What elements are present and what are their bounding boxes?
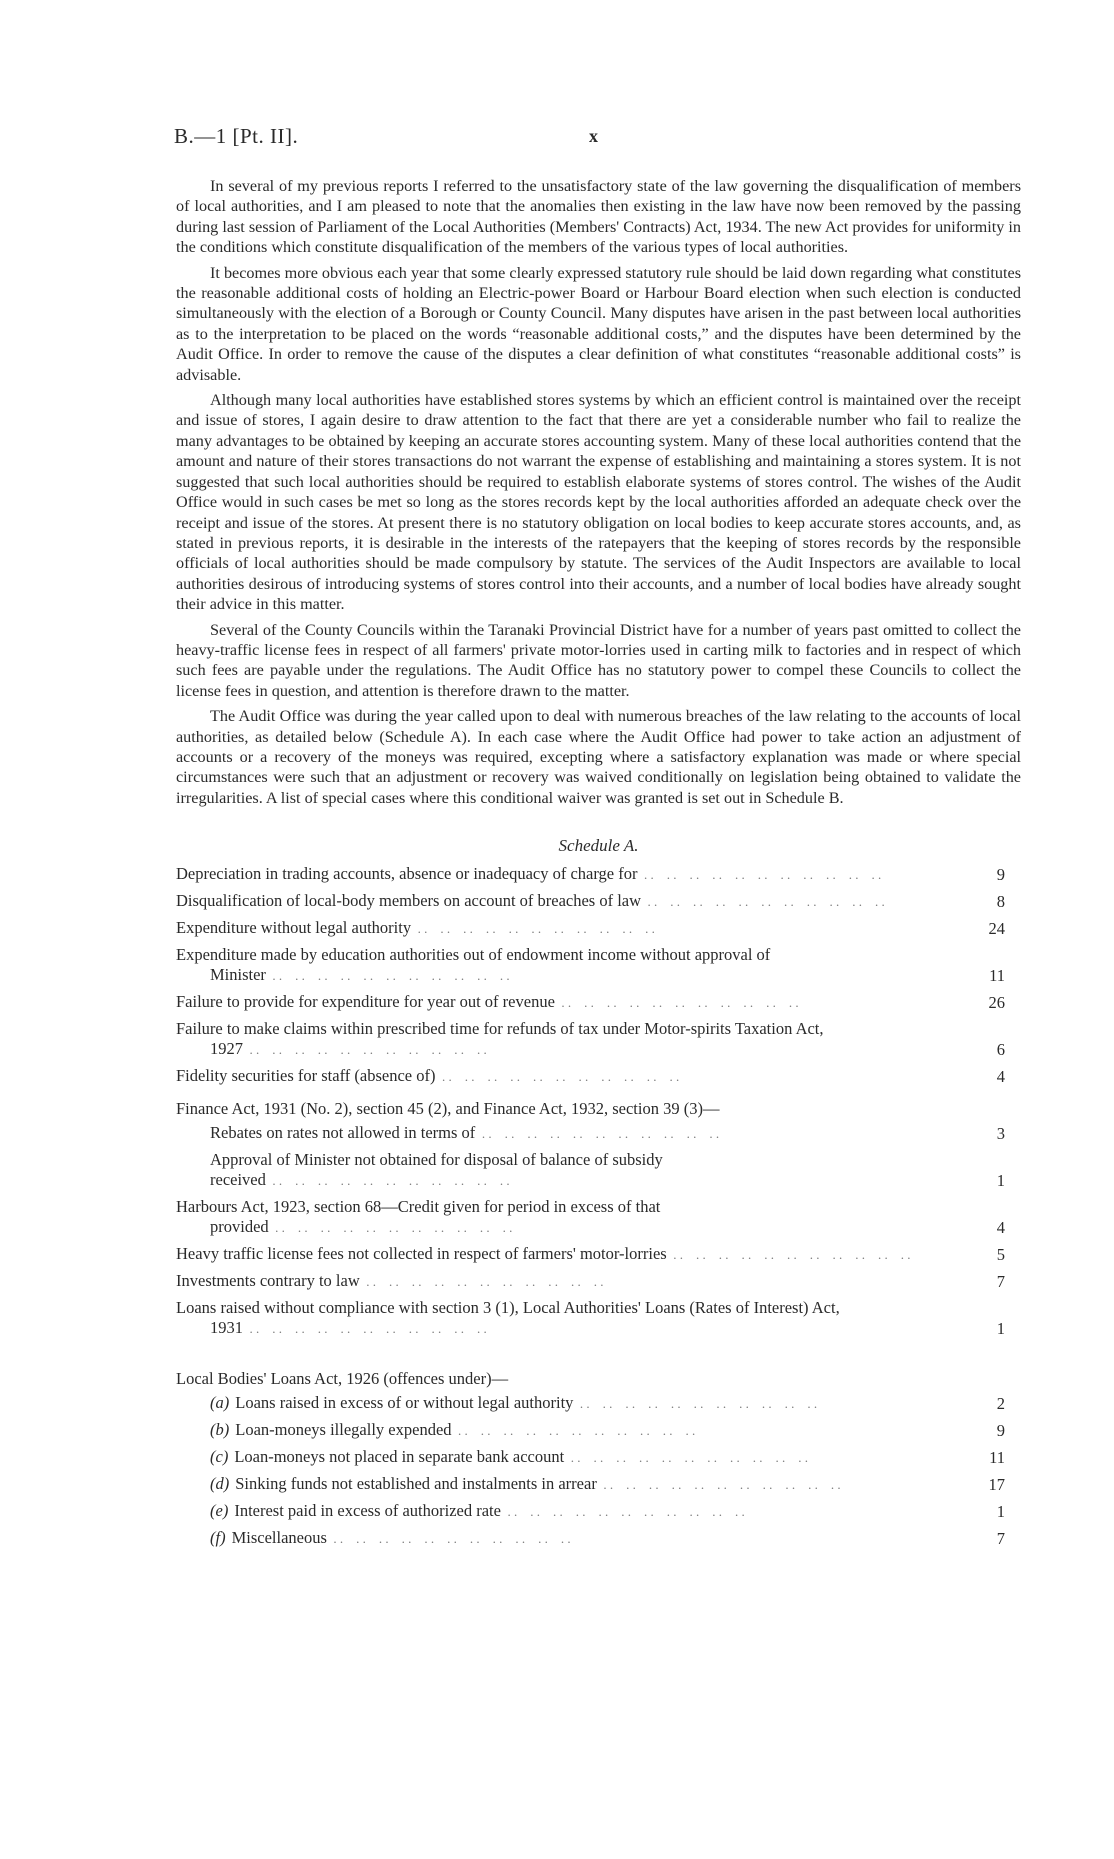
row-label: Failure to make claims within prescribed time for refunds of tax under Motor-spirits Taxation Act, 1927 . . — [176, 1019, 955, 1060]
schedule-row — [176, 1271, 1021, 1292]
paragraph: Several of the County Councils within the Taranaki Provincial District have for a number of years past omitted to collect the heavy-traffic license fees in respect of all farmers' private motor-lorries used in carting milk to factories and in respect of which such fees are payable under the regulations. The Audit Office has no statutory power to compel these Councils to collect the license fees in question, and attention is therefore drawn to the matter. — [176, 620, 1021, 700]
row-count: 26 — [988, 993, 1005, 1013]
schedule-row — [176, 1528, 1021, 1549]
item-text: Miscellaneous — [231, 1528, 327, 1548]
schedule-row — [176, 1150, 1021, 1191]
page-header — [174, 124, 1014, 154]
schedule-row — [176, 864, 1021, 885]
row-count: 8 — [996, 892, 1005, 912]
row-label: Fidelity securities for staff (absence of) . . — [176, 1066, 955, 1087]
paragraph: Although many local authorities have established stores systems by which an efficient control is maintained over the receipt and issue of stores, I again desire to draw attention to the fact that there are yet a considerable number who fail to realize the many advantages to be obtained by keeping an accurate stores accounting system. Many of these local authorities contend that the amount and nature of their stores transactions do not warrant the expense of establishing and maintaining a stores system. It is not suggested that such local authorities should be required to establish elaborate systems of stores control. The wishes of the Audit Office would in such cases be met so long as the stores records kept by the local authorities afforded an adequate check over the receipt and issue of the stores. At present there is no statutory obligation on local bodies to keep accurate stores accounts, and, as stated in previous reports, it is desirable in the interests of the ratepayers that the keeping of stores records by the responsible officials of local authorities should be made compulsory by statute. The services of the Audit Inspectors are available to local authorities desirous of introducing systems of stores control into their accounts, and a number of local bodies have already sought their advice in this matter. — [176, 391, 1021, 614]
row-label: Disqualification of local-body members on account of breaches of law . . — [176, 891, 955, 912]
row-label: Failure to provide for expenditure for year out of revenue . . — [176, 992, 955, 1013]
schedule-row — [176, 1393, 1021, 1414]
schedule-table — [176, 864, 1021, 1549]
schedule-row — [176, 1197, 1021, 1238]
row-count: 7 — [996, 1529, 1005, 1549]
item-letter: (a) — [210, 1393, 230, 1413]
schedule-row — [176, 945, 1021, 986]
item-text: Loan-moneys not placed in separate bank account — [234, 1447, 565, 1467]
row-count: 24 — [988, 919, 1005, 939]
row-label: Expenditure made by education authorities out of endowment income without approval of Minister . . — [176, 945, 955, 986]
paragraph: The Audit Office was during the year called upon to deal with numerous breaches of the law relating to the accounts of local authorities, as detailed below (Schedule A). In each case where the Audit Office had power to take action an adjustment of accounts or a recovery of the moneys was required, excepting where a satisfactory explanation was made or where special circumstances were such that an adjustment or recovery was waived conditionally on legislation being obtained to validate the irregularities. A list of special cases where this conditional waiver was granted is set out in Schedule B. — [176, 707, 1021, 807]
row-count: 9 — [996, 865, 1005, 885]
row-count: 11 — [989, 966, 1005, 986]
row-label — [210, 1393, 955, 1414]
schedule-row — [176, 1066, 1021, 1087]
row-label: Approval of Minister not obtained for disposal of balance of subsidy received . . — [210, 1150, 955, 1191]
row-label: Rebates on rates not allowed in terms of . . — [210, 1123, 955, 1144]
schedule-row — [176, 1420, 1021, 1441]
page-body — [176, 176, 1021, 1555]
item-letter: (e) — [210, 1501, 229, 1521]
row-count: 6 — [996, 1040, 1005, 1060]
row-label — [210, 1474, 955, 1495]
item-letter: (f) — [210, 1528, 226, 1548]
row-count: 1 — [996, 1171, 1005, 1191]
row-label: Loans raised without compliance with section 3 (1), Local Authorities' Loans (Rates of Interest) Act, 1931 . . — [176, 1298, 955, 1339]
finance-act-heading: Finance Act, 1931 (No. 2), section 45 (2), and Finance Act, 1932, section 39 (3)— — [176, 1099, 720, 1119]
row-count: 4 — [996, 1218, 1005, 1238]
schedule-row — [176, 1447, 1021, 1468]
item-text: Interest paid in excess of authorized rate — [234, 1501, 501, 1521]
schedule-row — [176, 1123, 1021, 1144]
row-count: 5 — [996, 1245, 1005, 1265]
schedule-row — [176, 1501, 1021, 1522]
row-label — [210, 1447, 955, 1468]
row-count: 1 — [996, 1502, 1005, 1522]
schedule-row — [176, 1474, 1021, 1495]
row-count: 1 — [996, 1319, 1005, 1339]
item-letter: (c) — [210, 1447, 229, 1467]
schedule-title: Schedule A. — [558, 836, 639, 856]
document-reference: B.—1 [Pt. II]. — [174, 124, 299, 148]
row-count: 2 — [996, 1394, 1005, 1414]
row-count: 7 — [996, 1272, 1005, 1292]
row-count: 9 — [996, 1421, 1005, 1441]
row-count: 4 — [996, 1067, 1005, 1087]
item-letter: (d) — [210, 1474, 230, 1494]
row-count: 11 — [989, 1448, 1005, 1468]
schedule-row — [176, 1019, 1021, 1060]
row-label: Depreciation in trading accounts, absence or inadequacy of charge for . . — [176, 864, 955, 885]
item-text: Sinking funds not established and instalments in arrear — [235, 1474, 597, 1494]
schedule-row — [176, 1244, 1021, 1265]
row-label — [210, 1528, 955, 1549]
row-label — [210, 1501, 955, 1522]
paragraph: It becomes more obvious each year that some clearly expressed statutory rule should be laid down regarding what constitutes the reasonable additional costs of holding an Electric-power Board or Harbour Board election when such election is conducted simultaneously with the election of a Borough or County Council. Many disputes have arisen in the past between local authorities as to the interpretation to be placed on the words “reasonable additional costs,” and the disputes have been determined by the Audit Office. In order to remove the cause of the disputes a clear definition of what constitutes “reasonable additional costs” is advisable. — [176, 263, 1021, 384]
loans-act-heading: Local Bodies' Loans Act, 1926 (offences under)— — [176, 1369, 509, 1389]
page-number: x — [589, 126, 598, 146]
row-label — [210, 1420, 955, 1441]
item-letter: (b) — [210, 1420, 230, 1440]
schedule-row — [176, 918, 1021, 939]
item-text: Loans raised in excess of or without legal authority — [235, 1393, 574, 1413]
paragraph: In several of my previous reports I referred to the unsatisfactory state of the law governing the disqualification of members of local authorities, and I am pleased to note that the anomalies then existing in the law have now been removed by the passing during last session of Parliament of the Local Authorities (Members' Contracts) Act, 1934. The new Act provides for uniformity in the conditions which constitute disqualification of the members of the various types of local authorities. — [176, 177, 1021, 257]
item-text: Loan-moneys illegally expended — [235, 1420, 452, 1440]
row-label: Expenditure without legal authority . . — [176, 918, 955, 939]
schedule-row — [176, 891, 1021, 912]
schedule-row — [176, 992, 1021, 1013]
schedule-row — [176, 1298, 1021, 1339]
row-count: 3 — [996, 1124, 1005, 1144]
row-label: Heavy traffic license fees not collected in respect of farmers' motor-lorries . . — [176, 1244, 955, 1265]
row-label: Investments contrary to law . . — [176, 1271, 955, 1292]
row-label: Harbours Act, 1923, section 68—Credit given for period in excess of that provided . . — [176, 1197, 955, 1238]
row-count: 17 — [988, 1475, 1005, 1495]
